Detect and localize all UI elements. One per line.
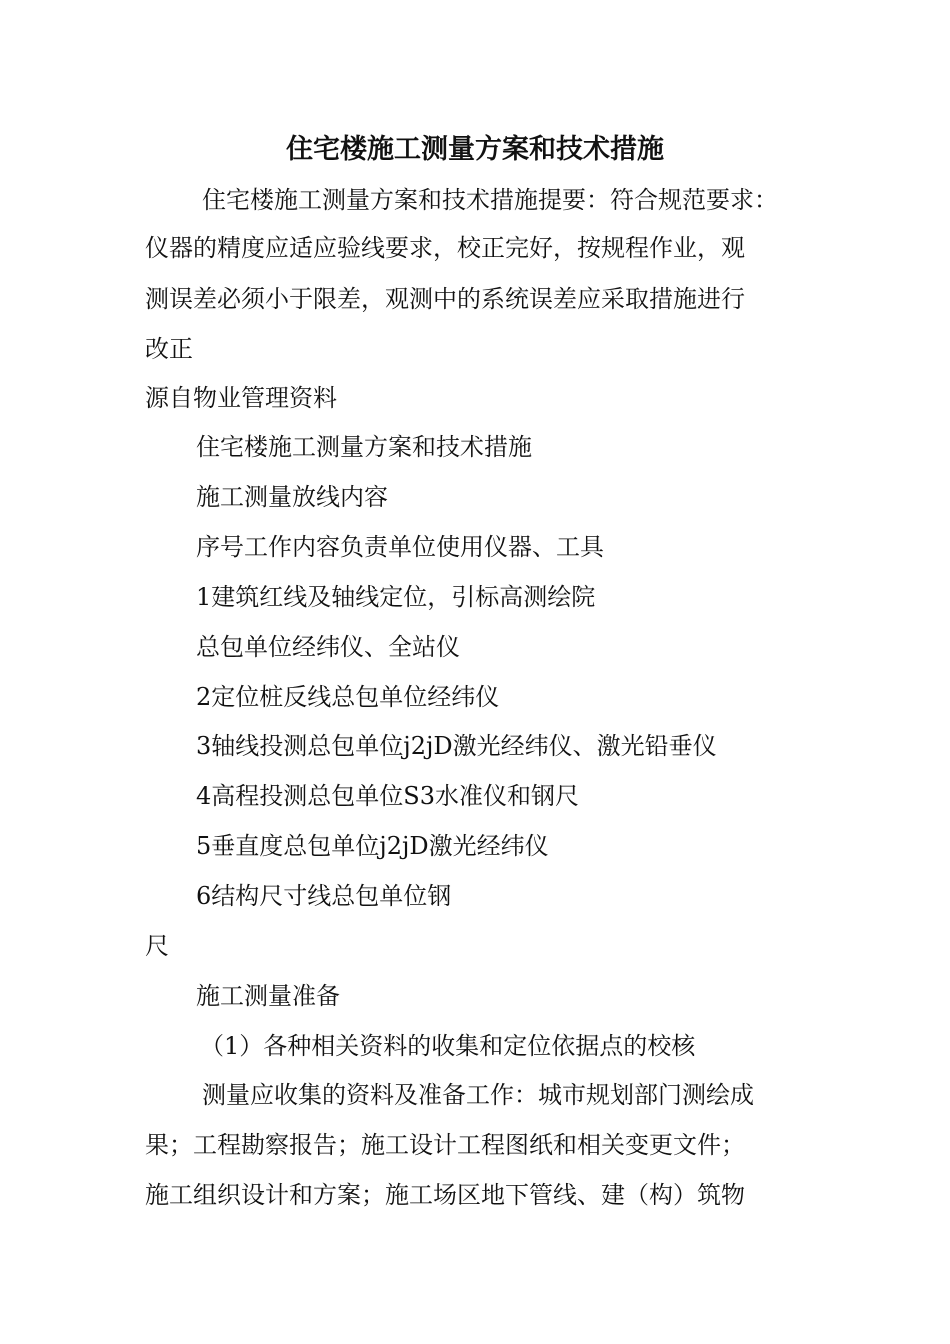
table-row-line: 6结构尺寸线总包单位钢 bbox=[196, 882, 452, 910]
paragraph-line: 仪器的精度应适应验线要求，校正完好，按规程作业，观 bbox=[145, 234, 745, 262]
numbered-item: （1）各种相关资料的收集和定位依据点的校核 bbox=[200, 1032, 696, 1060]
subheading: 住宅楼施工测量方案和技术措施 bbox=[196, 433, 532, 461]
table-row-line: 尺 bbox=[145, 932, 169, 960]
section-heading: 施工测量放线内容 bbox=[196, 483, 388, 511]
table-row-line: 3轴线投测总包单位j2jD激光经纬仪、激光铅垂仪 bbox=[196, 732, 717, 760]
paragraph-line: 测量应收集的资料及准备工作：城市规划部门测绘成 bbox=[202, 1081, 754, 1109]
table-row-line: 4高程投测总包单位S3水准仪和钢尺 bbox=[196, 782, 579, 810]
paragraph-line: 改正 bbox=[145, 335, 193, 363]
table-header-line: 序号工作内容负责单位使用仪器、工具 bbox=[196, 533, 604, 561]
paragraph-line: 果；工程勘察报告；施工设计工程图纸和相关变更文件； bbox=[145, 1131, 745, 1159]
table-row-line: 总包单位经纬仪、全站仪 bbox=[196, 633, 460, 661]
table-row-line: 2定位桩反线总包单位经纬仪 bbox=[196, 683, 500, 711]
paragraph-line: 施工组织设计和方案；施工场区地下管线、建（构）筑物 bbox=[145, 1181, 745, 1209]
document-title: 住宅楼施工测量方案和技术措施 bbox=[286, 134, 664, 165]
paragraph-line: 住宅楼施工测量方案和技术措施提要：符合规范要求： bbox=[202, 186, 778, 214]
paragraph-line: 测误差必须小于限差，观测中的系统误差应采取措施进行 bbox=[145, 285, 745, 313]
section-heading: 施工测量准备 bbox=[196, 982, 340, 1010]
table-row-line: 1建筑红线及轴线定位，引标高测绘院 bbox=[196, 583, 596, 611]
source-note: 源自物业管理资料 bbox=[145, 384, 337, 412]
table-row-line: 5垂直度总包单位j2jD激光经纬仪 bbox=[196, 832, 549, 860]
